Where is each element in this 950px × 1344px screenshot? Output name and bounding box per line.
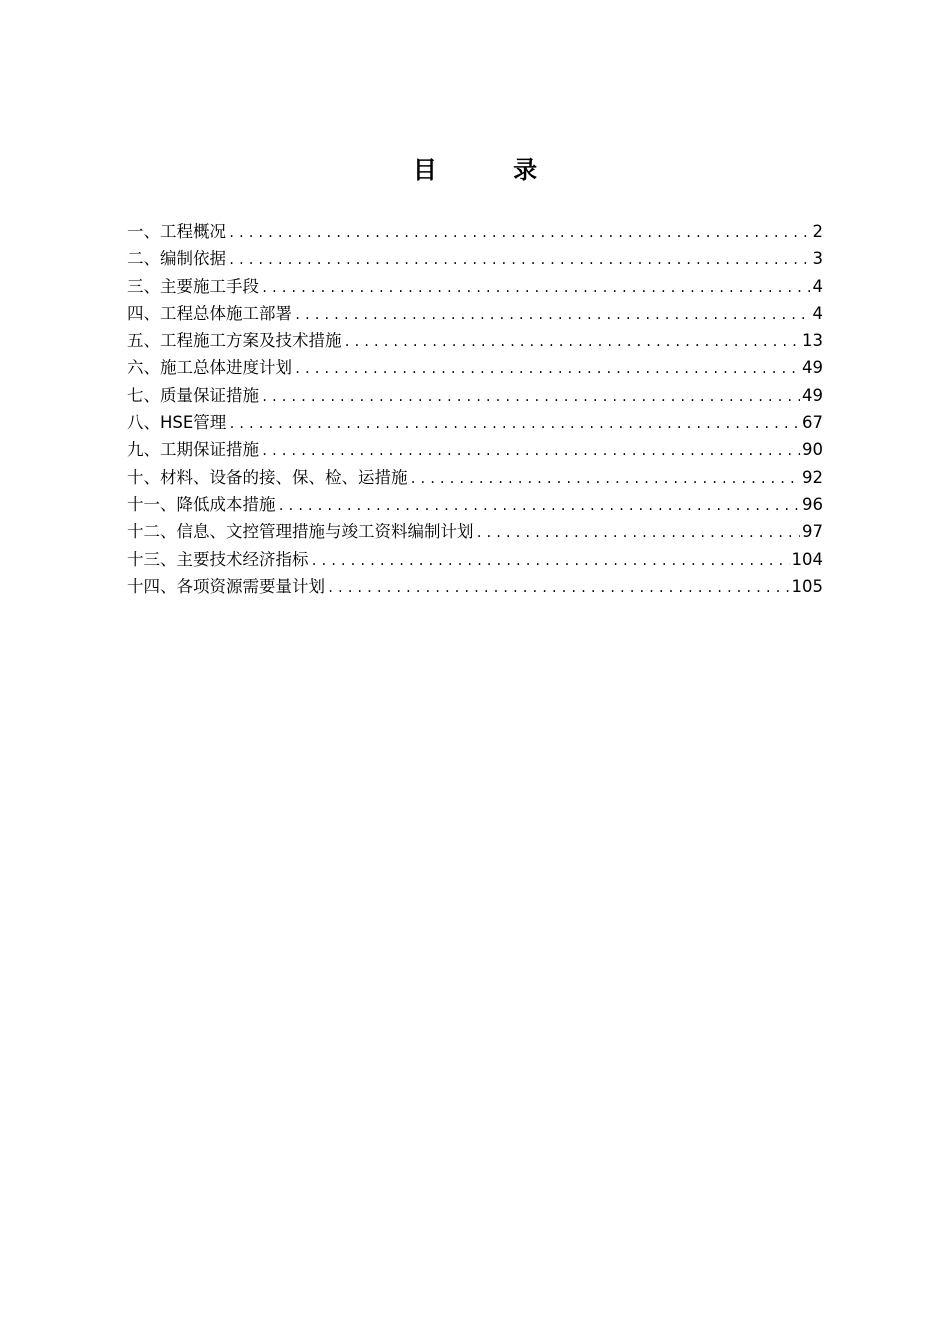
toc-entry-label[interactable]: 二、编制依据 bbox=[127, 249, 226, 269]
toc-leader-dots bbox=[294, 356, 800, 383]
toc-entry[interactable] bbox=[127, 273, 823, 300]
toc-entry-label[interactable]: 十一、降低成本措施 bbox=[127, 494, 276, 514]
toc-leader-dots bbox=[311, 548, 790, 575]
toc-leader-dots bbox=[344, 329, 801, 356]
toc-leader-dots bbox=[228, 247, 811, 274]
toc-entry-label[interactable]: 十三、主要技术经济指标 bbox=[127, 549, 309, 569]
toc-leader-dots bbox=[294, 302, 811, 329]
toc-entry-page-number[interactable]: 2 bbox=[812, 222, 823, 241]
toc-title: 目 录 bbox=[412, 156, 572, 185]
toc-entry[interactable] bbox=[127, 300, 823, 327]
toc-entry-label[interactable]: 十、材料、设备的接、保、检、运措施 bbox=[127, 467, 408, 487]
toc-entry-page-number[interactable]: 4 bbox=[812, 276, 823, 296]
toc-entry-label[interactable]: 四、工程总体施工部署 bbox=[127, 303, 292, 323]
toc-entry-page-number[interactable]: 90 bbox=[802, 440, 823, 460]
toc-entry[interactable] bbox=[127, 382, 823, 409]
toc-leader-dots bbox=[261, 275, 811, 302]
toc-leader-dots bbox=[261, 384, 800, 411]
toc-entry-label[interactable]: 九、工期保证措施 bbox=[127, 440, 259, 460]
toc-entry[interactable] bbox=[127, 464, 823, 491]
toc-entry-label[interactable]: 一、工程概况 bbox=[127, 222, 226, 241]
toc-entry-page-number[interactable]: 13 bbox=[802, 331, 823, 351]
toc-entry[interactable] bbox=[127, 546, 823, 573]
toc-entry-page-number[interactable]: 92 bbox=[802, 467, 823, 487]
toc-entry[interactable] bbox=[127, 218, 823, 245]
toc-entry-label[interactable]: 七、质量保证措施 bbox=[127, 385, 259, 405]
toc-entry-label[interactable]: 十四、各项资源需要量计划 bbox=[127, 576, 325, 596]
toc-entry[interactable] bbox=[127, 327, 823, 354]
toc-list bbox=[127, 218, 823, 600]
toc-entry-label[interactable]: 五、工程施工方案及技术措施 bbox=[127, 331, 342, 351]
toc-entry-page-number[interactable]: 67 bbox=[802, 413, 823, 433]
toc-leader-dots bbox=[278, 493, 801, 520]
toc-entry-label[interactable]: 八、HSE管理 bbox=[127, 413, 227, 433]
toc-entry[interactable] bbox=[127, 409, 823, 436]
toc-leader-dots bbox=[476, 520, 801, 547]
toc-entry-label[interactable]: 三、主要施工手段 bbox=[127, 276, 259, 296]
toc-entry-page-number[interactable]: 97 bbox=[802, 522, 823, 542]
toc-entry-page-number[interactable]: 49 bbox=[802, 385, 823, 405]
toc-entry[interactable] bbox=[127, 573, 823, 600]
toc-entry[interactable] bbox=[127, 245, 823, 272]
toc-entry-page-number[interactable]: 96 bbox=[802, 494, 823, 514]
toc-entry[interactable] bbox=[127, 518, 823, 545]
toc-leader-dots bbox=[228, 411, 800, 438]
toc-entry-page-number[interactable]: 4 bbox=[812, 303, 823, 323]
toc-leader-dots bbox=[410, 466, 801, 493]
toc-leader-dots bbox=[261, 438, 800, 465]
toc-leader-dots bbox=[228, 220, 811, 247]
toc-entry[interactable] bbox=[127, 354, 823, 381]
toc-entry-page-number[interactable]: 49 bbox=[802, 358, 823, 378]
toc-entry-page-number[interactable]: 105 bbox=[791, 576, 823, 596]
toc-entry-page-number[interactable]: 3 bbox=[812, 249, 823, 269]
toc-entry-label[interactable]: 十二、信息、文控管理措施与竣工资料编制计划 bbox=[127, 522, 474, 542]
toc-entry-label[interactable]: 六、施工总体进度计划 bbox=[127, 358, 292, 378]
toc-entry-page-number[interactable]: 104 bbox=[791, 549, 823, 569]
toc-entry[interactable] bbox=[127, 491, 823, 518]
toc-entry[interactable] bbox=[127, 436, 823, 463]
toc-leader-dots bbox=[327, 575, 790, 602]
